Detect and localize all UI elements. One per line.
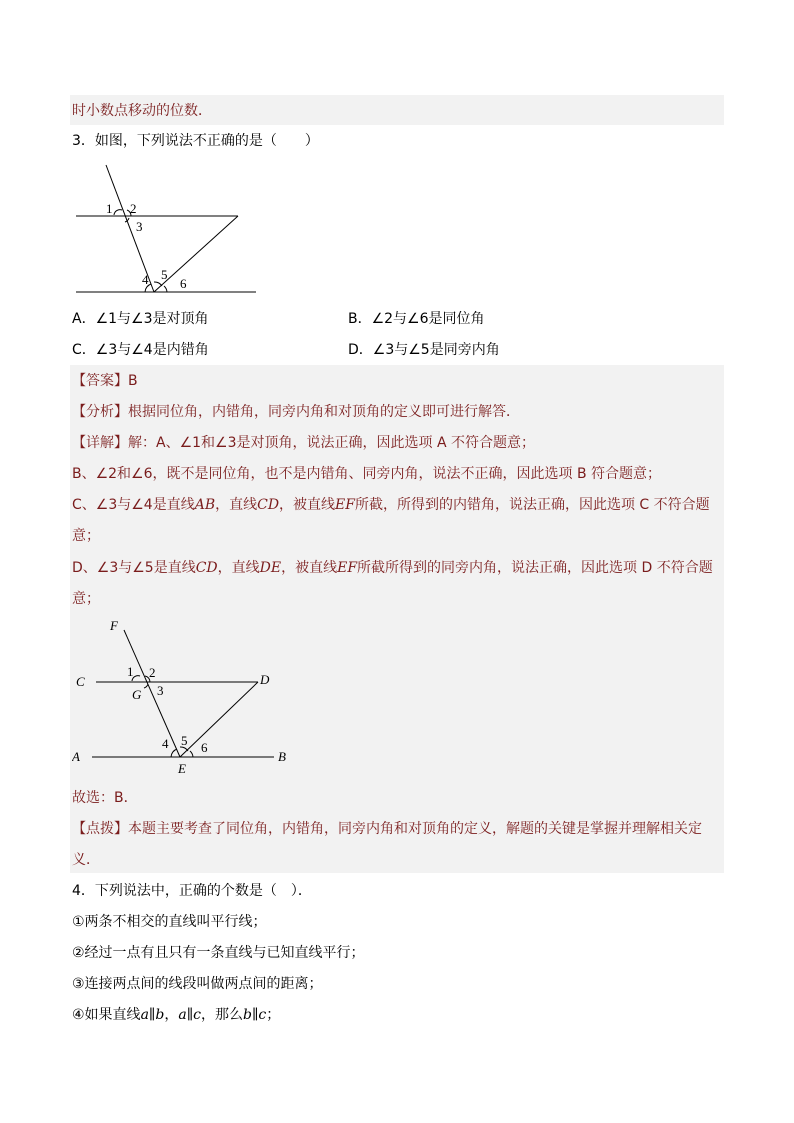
comment-line-2: 义．	[72, 852, 100, 868]
line-de	[180, 682, 258, 757]
detail-c-text-2: ，直线	[215, 497, 258, 513]
figure-label-4: 4	[142, 272, 149, 287]
math-a-parallel-c: a∥c	[178, 1007, 201, 1023]
point-c: C	[76, 674, 85, 689]
point-e: E	[178, 761, 186, 776]
statement-4-end: ；	[266, 1007, 281, 1023]
statement-1: ①两条不相交的直线叫平行线；	[72, 914, 267, 930]
option-d-angles: D．∠3与∠5	[348, 342, 430, 358]
angle-label-5: 5	[181, 733, 188, 748]
angle-label-2: 2	[149, 665, 156, 680]
point-g: G	[132, 687, 142, 702]
detail-c-text-3: ，被直线	[279, 497, 336, 513]
statement-3: ③连接两点间的线段叫做两点间的距离；	[72, 976, 323, 992]
detail-c-text-1: C、∠3与∠4是直线	[72, 497, 195, 513]
detail-d-line-2: 意；	[72, 591, 100, 607]
statement-2: ②经过一点有且只有一条直线与已知直线平行；	[72, 945, 365, 961]
comment-line: 【点拨】本题主要考查了同位角，内错角，同旁内角和对顶角的定义，解题的关键是掌握并理解相关定	[72, 821, 702, 837]
math-cd: CD	[195, 560, 218, 576]
figure-label-1: 1	[106, 201, 113, 216]
point-d: D	[260, 672, 270, 687]
detail-a-line: 【详解】解：A、∠1和∠3是对顶角，说法正确，因此选项 A 不符合题意；	[72, 435, 535, 451]
angle-1-arc	[114, 210, 122, 215]
option-c-text: 是内错角	[152, 342, 209, 358]
question-3-figure	[70, 160, 270, 300]
analysis-line: 【分析】根据同位角，内错角，同旁内角和对顶角的定义即可进行解答．	[72, 404, 520, 420]
option-a-text: 是对顶角	[152, 311, 209, 327]
angle-label-6: 6	[201, 740, 208, 755]
detail-c-line-2: 意；	[72, 528, 100, 544]
angle-label-3: 3	[157, 683, 164, 698]
figure-label-3: 3	[136, 219, 143, 234]
option-b-text: 是同位角	[428, 311, 485, 327]
question-3-stem: 3．如图，下列说法不正确的是（ ）	[72, 133, 319, 149]
option-a	[72, 310, 209, 328]
angle-label-1: 1	[127, 664, 134, 679]
detail-b-line: B、∠2和∠6，既不是同位角，也不是内错角、同旁内角，说法不正确，因此选项 B 符合题意；	[72, 466, 662, 482]
math-a-parallel-b: a∥b	[140, 1007, 165, 1023]
option-c-angles: C．∠3与∠4	[72, 342, 153, 358]
figure-label-5: 5	[161, 267, 168, 282]
detail-d-text-4: 所截所得到的同旁内角，说法正确，因此选项 D 不符合题	[357, 560, 713, 576]
detail-d-text-2: ，直线	[217, 560, 260, 576]
angle-3-arc	[144, 684, 148, 688]
option-c	[72, 341, 209, 359]
math-ef: EF	[335, 497, 355, 513]
angle-4-arc	[171, 749, 177, 757]
math-ef: EF	[337, 560, 358, 576]
option-d	[348, 341, 500, 359]
point-b: B	[278, 749, 286, 764]
math-de: DE	[259, 560, 282, 576]
math-cd: CD	[257, 497, 280, 513]
detail-d-text-1: D、∠3与∠5是直线	[72, 560, 196, 576]
detail-d-text-3: ，被直线	[281, 560, 338, 576]
point-f: F	[110, 618, 118, 633]
answer-line: 【答案】B	[72, 373, 138, 389]
statement-4-comma: ，	[164, 1007, 179, 1023]
angle-6-arc	[164, 286, 167, 292]
previous-solution-tail: 时小数点移动的位数．	[72, 103, 212, 119]
angle-label-4: 4	[162, 736, 169, 751]
math-b-parallel-c: b∥c	[243, 1007, 267, 1023]
question-4-stem: 4．下列说法中，正确的个数是（ ）．	[72, 883, 312, 899]
statement-4-text-2: ，那么	[201, 1007, 243, 1023]
math-ab: AB	[194, 497, 216, 513]
detail-c-text-4: 所截，所得到的内错角，说法正确，因此选项 C 不符合题	[354, 497, 710, 513]
option-a-angles: A．∠1与∠3	[72, 311, 153, 327]
solution-figure	[72, 618, 290, 776]
option-b	[348, 310, 485, 328]
angle-6-arc	[190, 751, 193, 757]
figure-label-2: 2	[130, 201, 137, 216]
detail-c-line	[72, 496, 710, 514]
option-d-text: 是同旁内角	[429, 342, 500, 358]
conclusion-line: 故选：B．	[72, 790, 138, 806]
statement-4	[72, 1006, 280, 1024]
figure-label-6: 6	[180, 276, 187, 291]
option-b-angles: B．∠2与∠6	[348, 311, 429, 327]
point-a: A	[72, 749, 80, 764]
detail-d-line	[72, 559, 713, 577]
statement-4-text-1: ④如果直线	[72, 1007, 141, 1023]
